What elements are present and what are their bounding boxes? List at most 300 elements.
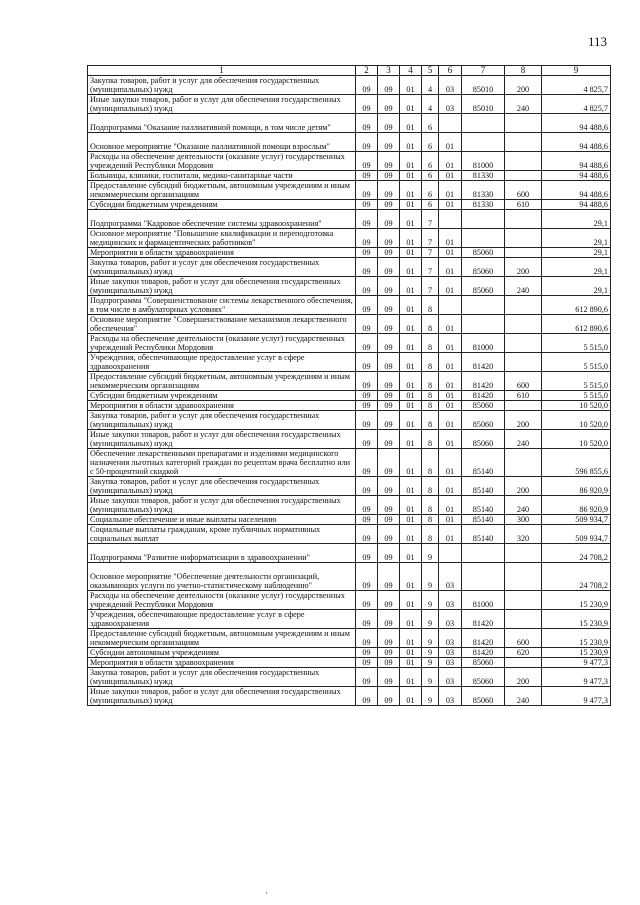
item-name-cell: Социальные выплаты гражданам, кроме публичных нормативных социальных выплат bbox=[88, 525, 356, 544]
subprogram-cell: 9 bbox=[422, 668, 439, 687]
subprogram-cell: 6 bbox=[422, 200, 439, 210]
expense-code-cell: 85140 bbox=[462, 496, 505, 515]
section-cell: 09 bbox=[356, 334, 378, 353]
item-name-cell: Закупка товаров, работ и услуг для обеспечения государственных (муниципальных) нужд bbox=[88, 411, 356, 430]
amount-cell: 24 708,2 bbox=[542, 544, 611, 563]
amount-cell: 5 515,0 bbox=[542, 334, 611, 353]
subsection-cell: 09 bbox=[378, 668, 400, 687]
program-cell: 01 bbox=[400, 477, 422, 496]
program-cell: 01 bbox=[400, 430, 422, 449]
activity-cell: 01 bbox=[439, 258, 462, 277]
amount-cell: 24 708,2 bbox=[542, 563, 611, 591]
amount-cell: 10 520,0 bbox=[542, 430, 611, 449]
activity-cell: 03 bbox=[439, 648, 462, 658]
page-number: 113 bbox=[588, 34, 608, 49]
expense-code-cell bbox=[462, 563, 505, 591]
subprogram-cell: 6 bbox=[422, 171, 439, 181]
table-row bbox=[88, 114, 611, 133]
table-row bbox=[88, 248, 611, 258]
expense-code-cell bbox=[462, 210, 505, 229]
subsection-cell: 09 bbox=[378, 687, 400, 706]
section-cell: 09 bbox=[356, 477, 378, 496]
expense-type-cell bbox=[505, 296, 542, 315]
amount-cell: 15 230,9 bbox=[542, 610, 611, 629]
section-cell: 09 bbox=[356, 210, 378, 229]
expense-type-cell: 240 bbox=[505, 277, 542, 296]
subsection-cell: 09 bbox=[378, 496, 400, 515]
table-row bbox=[88, 477, 611, 496]
expense-code-cell: 85010 bbox=[462, 76, 505, 95]
section-cell: 09 bbox=[356, 449, 378, 477]
amount-cell: 86 920,9 bbox=[542, 496, 611, 515]
subsection-cell: 09 bbox=[378, 658, 400, 668]
amount-cell: 10 520,0 bbox=[542, 401, 611, 411]
program-cell: 01 bbox=[400, 648, 422, 658]
subsection-cell: 09 bbox=[378, 76, 400, 95]
section-cell: 09 bbox=[356, 181, 378, 200]
table-row bbox=[88, 95, 611, 114]
item-name-cell: Предоставление субсидий бюджетным, автономным учреждениям и иным некоммерческим организациям bbox=[88, 372, 356, 391]
table-row bbox=[88, 515, 611, 525]
item-name-cell: Иные закупки товаров, работ и услуг для обеспечения государственных (муниципальных) нужд bbox=[88, 687, 356, 706]
subprogram-cell: 8 bbox=[422, 401, 439, 411]
item-name-cell: Предоставление субсидий бюджетным, автономным учреждениям и иным некоммерческим организациям bbox=[88, 629, 356, 648]
subsection-cell: 09 bbox=[378, 563, 400, 591]
activity-cell: 01 bbox=[439, 152, 462, 171]
section-cell: 09 bbox=[356, 114, 378, 133]
expense-type-cell bbox=[505, 248, 542, 258]
expense-code-cell bbox=[462, 133, 505, 152]
table-row bbox=[88, 610, 611, 629]
table-row bbox=[88, 591, 611, 610]
expense-type-cell: 610 bbox=[505, 200, 542, 210]
section-cell: 09 bbox=[356, 496, 378, 515]
expense-code-cell: 85060 bbox=[462, 401, 505, 411]
section-cell: 09 bbox=[356, 95, 378, 114]
amount-cell: 94 488,6 bbox=[542, 171, 611, 181]
table-row bbox=[88, 372, 611, 391]
item-name-cell: Основное мероприятие "Совершенствование механизмов лекарственного обеспечения" bbox=[88, 315, 356, 334]
amount-cell: 5 515,0 bbox=[542, 391, 611, 401]
table-row bbox=[88, 315, 611, 334]
expense-code-cell bbox=[462, 544, 505, 563]
expense-type-cell bbox=[505, 658, 542, 668]
item-name-cell: Иные закупки товаров, работ и услуг для обеспечения государственных (муниципальных) нужд bbox=[88, 430, 356, 449]
subsection-cell: 09 bbox=[378, 401, 400, 411]
program-cell: 01 bbox=[400, 248, 422, 258]
subsection-cell: 09 bbox=[378, 391, 400, 401]
amount-cell: 10 520,0 bbox=[542, 411, 611, 430]
subprogram-cell: 8 bbox=[422, 525, 439, 544]
subprogram-cell: 9 bbox=[422, 563, 439, 591]
subsection-cell: 09 bbox=[378, 277, 400, 296]
subprogram-cell: 6 bbox=[422, 152, 439, 171]
program-cell: 01 bbox=[400, 629, 422, 648]
subprogram-cell: 7 bbox=[422, 248, 439, 258]
amount-cell: 29,1 bbox=[542, 258, 611, 277]
column-header: 2 bbox=[356, 66, 378, 76]
section-cell: 09 bbox=[356, 248, 378, 258]
section-cell: 09 bbox=[356, 591, 378, 610]
program-cell: 01 bbox=[400, 411, 422, 430]
expense-code-cell: 85060 bbox=[462, 277, 505, 296]
table-row bbox=[88, 668, 611, 687]
item-name-cell: Обеспечение лекарственными препаратами и изделиями медицинского назначения льготных категорий граждан по рецептам врача бесплатно или с 50-процентной скидкой bbox=[88, 449, 356, 477]
activity-cell: 03 bbox=[439, 591, 462, 610]
column-header: 9 bbox=[542, 66, 611, 76]
item-name-cell: Иные закупки товаров, работ и услуг для обеспечения государственных (муниципальных) нужд bbox=[88, 95, 356, 114]
subsection-cell: 09 bbox=[378, 229, 400, 248]
expense-type-cell: 600 bbox=[505, 181, 542, 200]
program-cell: 01 bbox=[400, 372, 422, 391]
subsection-cell: 09 bbox=[378, 114, 400, 133]
expense-code-cell bbox=[462, 296, 505, 315]
program-cell: 01 bbox=[400, 449, 422, 477]
table-row bbox=[88, 258, 611, 277]
section-cell: 09 bbox=[356, 258, 378, 277]
table-row bbox=[88, 648, 611, 658]
expense-code-cell bbox=[462, 315, 505, 334]
item-name-cell: Социальное обеспечение и иные выплаты населению bbox=[88, 515, 356, 525]
expense-code-cell: 81420 bbox=[462, 629, 505, 648]
subsection-cell: 09 bbox=[378, 591, 400, 610]
item-name-cell: Учреждения, обеспечивающие предоставление услуг в сфере здравоохранения bbox=[88, 353, 356, 372]
item-name-cell: Иные закупки товаров, работ и услуг для обеспечения государственных (муниципальных) нужд bbox=[88, 496, 356, 515]
expense-code-cell: 85060 bbox=[462, 430, 505, 449]
subsection-cell: 09 bbox=[378, 610, 400, 629]
expense-type-cell bbox=[505, 133, 542, 152]
program-cell: 01 bbox=[400, 353, 422, 372]
activity-cell: 03 bbox=[439, 668, 462, 687]
expense-type-cell bbox=[505, 315, 542, 334]
table-row bbox=[88, 133, 611, 152]
item-name-cell: Субсидии бюджетным учреждениям bbox=[88, 391, 356, 401]
expense-code-cell: 81330 bbox=[462, 171, 505, 181]
section-cell: 09 bbox=[356, 353, 378, 372]
program-cell: 01 bbox=[400, 515, 422, 525]
activity-cell: 03 bbox=[439, 629, 462, 648]
expense-code-cell: 81420 bbox=[462, 353, 505, 372]
table-row bbox=[88, 353, 611, 372]
expense-code-cell: 85060 bbox=[462, 668, 505, 687]
activity-cell: 01 bbox=[439, 334, 462, 353]
section-cell: 09 bbox=[356, 277, 378, 296]
subsection-cell: 09 bbox=[378, 449, 400, 477]
table-row bbox=[88, 296, 611, 315]
expense-type-cell: 320 bbox=[505, 525, 542, 544]
item-name-cell: Подпрограмма "Совершенствование системы лекарственного обеспечения, в том числе в амбулаторных условиях" bbox=[88, 296, 356, 315]
section-cell: 09 bbox=[356, 515, 378, 525]
program-cell: 01 bbox=[400, 563, 422, 591]
subsection-cell: 09 bbox=[378, 296, 400, 315]
section-cell: 09 bbox=[356, 563, 378, 591]
program-cell: 01 bbox=[400, 200, 422, 210]
amount-cell: 509 934,7 bbox=[542, 515, 611, 525]
subprogram-cell: 8 bbox=[422, 430, 439, 449]
subprogram-cell: 8 bbox=[422, 296, 439, 315]
subprogram-cell: 4 bbox=[422, 76, 439, 95]
section-cell: 09 bbox=[356, 525, 378, 544]
table-row bbox=[88, 544, 611, 563]
item-name-cell: Основное мероприятие "Оказание паллиативной помощи взрослым" bbox=[88, 133, 356, 152]
subsection-cell: 09 bbox=[378, 334, 400, 353]
program-cell: 01 bbox=[400, 658, 422, 668]
column-header: 8 bbox=[505, 66, 542, 76]
table-body bbox=[88, 76, 611, 706]
expense-type-cell bbox=[505, 229, 542, 248]
activity-cell: 01 bbox=[439, 229, 462, 248]
expense-code-cell: 81420 bbox=[462, 648, 505, 658]
subsection-cell: 09 bbox=[378, 525, 400, 544]
program-cell: 01 bbox=[400, 591, 422, 610]
amount-cell: 94 488,6 bbox=[542, 114, 611, 133]
expense-type-cell: 610 bbox=[505, 391, 542, 401]
item-name-cell: Субсидии бюджетным учреждениям bbox=[88, 200, 356, 210]
activity-cell: 01 bbox=[439, 391, 462, 401]
activity-cell: 01 bbox=[439, 171, 462, 181]
expense-type-cell: 300 bbox=[505, 515, 542, 525]
program-cell: 01 bbox=[400, 114, 422, 133]
activity-cell bbox=[439, 544, 462, 563]
activity-cell bbox=[439, 210, 462, 229]
subsection-cell: 09 bbox=[378, 515, 400, 525]
expense-code-cell: 85140 bbox=[462, 477, 505, 496]
expense-code-cell: 85140 bbox=[462, 525, 505, 544]
amount-cell: 94 488,6 bbox=[542, 181, 611, 200]
subprogram-cell: 9 bbox=[422, 544, 439, 563]
program-cell: 01 bbox=[400, 334, 422, 353]
item-name-cell: Подпрограмма "Развитие информатизации в здравоохранении" bbox=[88, 544, 356, 563]
subprogram-cell: 8 bbox=[422, 334, 439, 353]
amount-cell: 29,1 bbox=[542, 210, 611, 229]
table-row bbox=[88, 181, 611, 200]
table-row bbox=[88, 334, 611, 353]
program-cell: 01 bbox=[400, 687, 422, 706]
expense-type-cell bbox=[505, 544, 542, 563]
table-header-row bbox=[88, 66, 611, 76]
section-cell: 09 bbox=[356, 171, 378, 181]
item-name-cell: Расходы на обеспечение деятельности (оказание услуг) государственных учреждений Республики Мордовия bbox=[88, 152, 356, 171]
table-row bbox=[88, 200, 611, 210]
subprogram-cell: 8 bbox=[422, 449, 439, 477]
subsection-cell: 09 bbox=[378, 544, 400, 563]
amount-cell: 15 230,9 bbox=[542, 629, 611, 648]
expense-code-cell bbox=[462, 114, 505, 133]
program-cell: 01 bbox=[400, 610, 422, 629]
table-row bbox=[88, 525, 611, 544]
section-cell: 09 bbox=[356, 372, 378, 391]
item-name-cell: Расходы на обеспечение деятельности (оказание услуг) государственных учреждений Республики Мордовия bbox=[88, 591, 356, 610]
expense-type-cell bbox=[505, 401, 542, 411]
program-cell: 01 bbox=[400, 496, 422, 515]
table-row bbox=[88, 629, 611, 648]
program-cell: 01 bbox=[400, 401, 422, 411]
table-row bbox=[88, 430, 611, 449]
item-name-cell: Учреждения, обеспечивающие предоставление услуг в сфере здравоохранения bbox=[88, 610, 356, 629]
table-row bbox=[88, 391, 611, 401]
table-row bbox=[88, 449, 611, 477]
amount-cell: 94 488,6 bbox=[542, 133, 611, 152]
amount-cell: 9 477,3 bbox=[542, 687, 611, 706]
item-name-cell: Подпрограмма "Кадровое обеспечение системы здравоохранения" bbox=[88, 210, 356, 229]
amount-cell: 9 477,3 bbox=[542, 668, 611, 687]
column-header: 6 bbox=[439, 66, 462, 76]
item-name-cell: Мероприятия в области здравоохранения bbox=[88, 248, 356, 258]
amount-cell: 29,1 bbox=[542, 277, 611, 296]
subprogram-cell: 8 bbox=[422, 372, 439, 391]
expense-code-cell: 85140 bbox=[462, 449, 505, 477]
column-header: 1 bbox=[88, 66, 356, 76]
activity-cell: 01 bbox=[439, 477, 462, 496]
table-row bbox=[88, 411, 611, 430]
section-cell: 09 bbox=[356, 391, 378, 401]
amount-cell: 29,1 bbox=[542, 229, 611, 248]
amount-cell: 612 890,6 bbox=[542, 315, 611, 334]
expense-code-cell: 85060 bbox=[462, 411, 505, 430]
item-name-cell: Расходы на обеспечение деятельности (оказание услуг) государственных учреждений Республики Мордовия bbox=[88, 334, 356, 353]
subsection-cell: 09 bbox=[378, 95, 400, 114]
item-name-cell: Предоставление субсидий бюджетным, автономным учреждениям и иным некоммерческим организациям bbox=[88, 181, 356, 200]
program-cell: 01 bbox=[400, 296, 422, 315]
section-cell: 09 bbox=[356, 411, 378, 430]
activity-cell: 01 bbox=[439, 449, 462, 477]
expense-code-cell bbox=[462, 229, 505, 248]
section-cell: 09 bbox=[356, 401, 378, 411]
subsection-cell: 09 bbox=[378, 133, 400, 152]
program-cell: 01 bbox=[400, 277, 422, 296]
amount-cell: 86 920,9 bbox=[542, 477, 611, 496]
subprogram-cell: 8 bbox=[422, 315, 439, 334]
section-cell: 09 bbox=[356, 152, 378, 171]
section-cell: 09 bbox=[356, 668, 378, 687]
program-cell: 01 bbox=[400, 668, 422, 687]
activity-cell bbox=[439, 114, 462, 133]
activity-cell: 01 bbox=[439, 277, 462, 296]
amount-cell: 94 488,6 bbox=[542, 200, 611, 210]
section-cell: 09 bbox=[356, 315, 378, 334]
table-row bbox=[88, 563, 611, 591]
column-header: 5 bbox=[422, 66, 439, 76]
table-row bbox=[88, 76, 611, 95]
expense-type-cell: 240 bbox=[505, 95, 542, 114]
subsection-cell: 09 bbox=[378, 152, 400, 171]
amount-cell: 15 230,9 bbox=[542, 648, 611, 658]
expense-type-cell bbox=[505, 152, 542, 171]
amount-cell: 29,1 bbox=[542, 248, 611, 258]
activity-cell: 01 bbox=[439, 248, 462, 258]
program-cell: 01 bbox=[400, 181, 422, 200]
expense-code-cell: 85060 bbox=[462, 658, 505, 668]
amount-cell: 5 515,0 bbox=[542, 372, 611, 391]
activity-cell: 01 bbox=[439, 411, 462, 430]
program-cell: 01 bbox=[400, 544, 422, 563]
subprogram-cell: 7 bbox=[422, 210, 439, 229]
subprogram-cell: 6 bbox=[422, 133, 439, 152]
activity-cell: 01 bbox=[439, 496, 462, 515]
subprogram-cell: 4 bbox=[422, 95, 439, 114]
item-name-cell: Подпрограмма "Оказание паллиативной помощи, в том числе детям" bbox=[88, 114, 356, 133]
column-header: 4 bbox=[400, 66, 422, 76]
activity-cell: 03 bbox=[439, 658, 462, 668]
subsection-cell: 09 bbox=[378, 430, 400, 449]
item-name-cell: Иные закупки товаров, работ и услуг для обеспечения государственных (муниципальных) нужд bbox=[88, 277, 356, 296]
item-name-cell: Закупка товаров, работ и услуг для обеспечения государственных (муниципальных) нужд bbox=[88, 76, 356, 95]
activity-cell: 01 bbox=[439, 181, 462, 200]
expense-type-cell: 200 bbox=[505, 76, 542, 95]
subprogram-cell: 8 bbox=[422, 496, 439, 515]
program-cell: 01 bbox=[400, 391, 422, 401]
subprogram-cell: 8 bbox=[422, 391, 439, 401]
item-name-cell: Закупка товаров, работ и услуг для обеспечения государственных (муниципальных) нужд bbox=[88, 668, 356, 687]
activity-cell: 03 bbox=[439, 563, 462, 591]
item-name-cell: Мероприятия в области здравоохранения bbox=[88, 401, 356, 411]
section-cell: 09 bbox=[356, 133, 378, 152]
amount-cell: 9 477,3 bbox=[542, 658, 611, 668]
expense-code-cell: 81000 bbox=[462, 591, 505, 610]
expense-code-cell: 85140 bbox=[462, 515, 505, 525]
amount-cell: 4 825,7 bbox=[542, 76, 611, 95]
activity-cell: 01 bbox=[439, 372, 462, 391]
activity-cell: 03 bbox=[439, 76, 462, 95]
subprogram-cell: 9 bbox=[422, 658, 439, 668]
expense-type-cell: 200 bbox=[505, 411, 542, 430]
item-name-cell: Больницы, клиники, госпитали, медико-санитарные части bbox=[88, 171, 356, 181]
item-name-cell: Мероприятия в области здравоохранения bbox=[88, 658, 356, 668]
subsection-cell: 09 bbox=[378, 258, 400, 277]
program-cell: 01 bbox=[400, 76, 422, 95]
table-row bbox=[88, 277, 611, 296]
subprogram-cell: 9 bbox=[422, 629, 439, 648]
section-cell: 09 bbox=[356, 229, 378, 248]
table-row bbox=[88, 210, 611, 229]
subsection-cell: 09 bbox=[378, 629, 400, 648]
program-cell: 01 bbox=[400, 315, 422, 334]
activity-cell: 03 bbox=[439, 610, 462, 629]
expense-code-cell: 85010 bbox=[462, 95, 505, 114]
budget-table bbox=[87, 65, 611, 706]
table-row bbox=[88, 687, 611, 706]
section-cell: 09 bbox=[356, 610, 378, 629]
program-cell: 01 bbox=[400, 210, 422, 229]
subprogram-cell: 9 bbox=[422, 610, 439, 629]
subprogram-cell: 7 bbox=[422, 277, 439, 296]
activity-cell: 03 bbox=[439, 95, 462, 114]
table-row bbox=[88, 152, 611, 171]
expense-code-cell: 85060 bbox=[462, 248, 505, 258]
subsection-cell: 09 bbox=[378, 210, 400, 229]
expense-type-cell bbox=[505, 114, 542, 133]
subsection-cell: 09 bbox=[378, 353, 400, 372]
column-header: 3 bbox=[378, 66, 400, 76]
activity-cell: 01 bbox=[439, 401, 462, 411]
section-cell: 09 bbox=[356, 200, 378, 210]
expense-type-cell bbox=[505, 353, 542, 372]
subsection-cell: 09 bbox=[378, 200, 400, 210]
item-name-cell: Закупка товаров, работ и услуг для обеспечения государственных (муниципальных) нужд bbox=[88, 477, 356, 496]
amount-cell: 509 934,7 bbox=[542, 525, 611, 544]
table-row bbox=[88, 401, 611, 411]
subprogram-cell: 8 bbox=[422, 411, 439, 430]
expense-type-cell: 240 bbox=[505, 687, 542, 706]
subprogram-cell: 7 bbox=[422, 229, 439, 248]
subsection-cell: 09 bbox=[378, 171, 400, 181]
program-cell: 01 bbox=[400, 133, 422, 152]
program-cell: 01 bbox=[400, 152, 422, 171]
expense-code-cell: 81420 bbox=[462, 372, 505, 391]
expense-type-cell bbox=[505, 591, 542, 610]
item-name-cell: Закупка товаров, работ и услуг для обеспечения государственных (муниципальных) нужд bbox=[88, 258, 356, 277]
program-cell: 01 bbox=[400, 229, 422, 248]
